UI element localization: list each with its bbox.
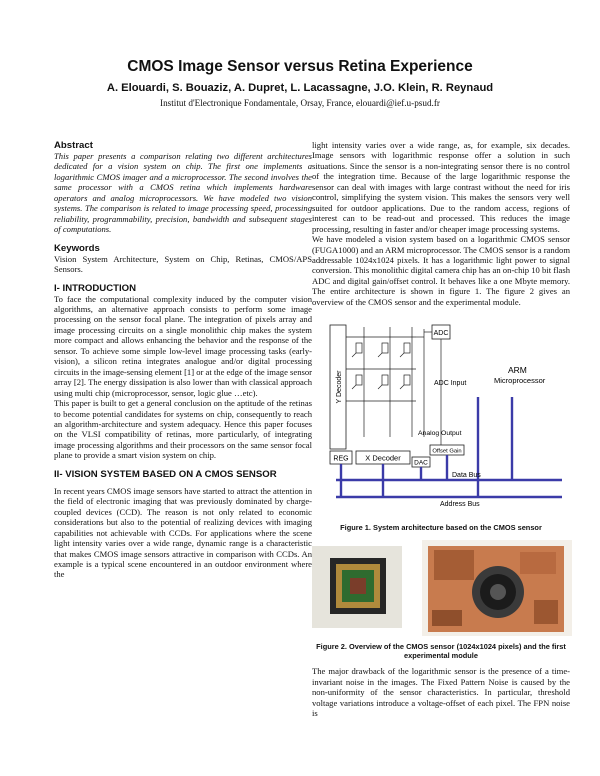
section2-paragraph-1: In recent years CMOS image sensors have started to attract the attention in the field of electronic imaging that was previously dominated by charge-coupled devices (CCD). The reason is not only related to economic considerations but also to the potential of realizing devices with imaging capabilities not achievable with CCDs. For applications where the scene light intensity varies over a wide range, dynamic range is a characteristic that makes CMOS image sensors attractive in comparison with CCDs. An example is a typical scene encountered in an outdoor environment where the <box>54 485 312 580</box>
introduction-heading: I- INTRODUCTION <box>54 282 137 294</box>
architecture-diagram <box>312 317 570 523</box>
right-paragraph-3: The major drawback of the logarithmic sensor is the presence of a time-invariant noise in the images. The Fixed Pattern Noise is caused by the non-uniformity of the sensor characteristics. In particular, threshold voltage variations introduce a voltage-offset of each pixel. The FPN noise is <box>312 666 570 719</box>
offset-gain-label: Offset Gain <box>432 448 462 455</box>
paper-title: CMOS Image Sensor versus Retina Experience <box>127 58 473 75</box>
keywords-text: Vision System Architecture, System on Chip, Retinas, CMOS/APS Sensors. <box>54 253 312 275</box>
abstract-text: This paper presents a comparison relating two different architectures dedicated for a vision system on chip. The first one implements a logarithmic CMOS imager and a microprocessor. The second involves the same processor with a CMOS retina which implements hardware operators and analog microprocessors. We have modeled two vision systems. The comparison is related to image processing speed, processing reliability, programmability, precision, bandwidth and subsequent stages of computations. <box>54 151 312 235</box>
introduction-paragraph-1: To face the computational complexity induced by the computer vision algorithms, an alternative approach consists to perform some image processing on the sensor focal plane. The integration of pixels array and image processing circuits on a single monolithic chip makes the system more compact and allows enhancing the behavior and the response of the sensor. To achieve some simple low-level image processing tasks (early-vision), a silicon retina integrates analogue and/or digital processing circuits in the image-sensing element [1] or at the edge of the image sensor array [2]. The energy dissipation is also lower than with classical approach using multi chip (microprocessor, sensor, logic glue …etc). <box>54 293 312 398</box>
experimental-module-photo <box>422 540 572 636</box>
cmos-sensor-photo <box>312 546 402 628</box>
section2-heading: II- VISION SYSTEM BASED ON A CMOS SENSOR <box>54 468 277 480</box>
analog-output-label: Analog Output <box>418 430 462 438</box>
figure-2 <box>312 540 570 636</box>
data-bus-label: Data Bus <box>452 472 481 480</box>
introduction-paragraph-2: This paper is built to get a general conclusion on the aptitude of the retinas to become potential candidates for systems on chip, consequently to reach an algorithm-architecture and system adequacy. Hence this paper focuses on the VLSI compatibility of retinas, more particularly, of integrating image processing algorithms and their processors on the same sensor focal plane to provide a smart vision system on chip. <box>54 398 312 461</box>
dac-label: DAC <box>414 459 428 467</box>
microprocessor-label: Microprocessor <box>494 376 546 386</box>
right-paragraph-1: light intensity varies over a wide range, as, for example, six decades. Image sensors with logarithmic response offer a solution in such situations. Since the sensor is a non-integrating sensor there is no control of the integration time. Because of the large logarithmic response the sensor can deal with images with large contrast without the need for iris control, simplifying the system vision. This makes the sensors very well suited for outdoor applications. Due to the random access, regions of interest can to be read-out and processed. This reduces the image processing, resulting in faster and/or cheaper image processing systems. <box>312 140 570 234</box>
affiliation: Institut d'Electronique Fondamentale, Orsay, France, elouardi@ief.u-psud.fr <box>160 98 440 108</box>
x-decoder-label: X Decoder <box>365 453 401 463</box>
figure-2-caption: Figure 2. Overview of the CMOS sensor (1024x1024 pixels) and the first experimental module <box>316 642 566 661</box>
reg-label: REG <box>333 455 349 463</box>
right-paragraph-2: We have modeled a vision system based on a logarithmic CMOS sensor (FUGA1000) and an ARM microprocessor. The CMOS sensor is a random addressable 1024x1024 pixels. It has a logarithmic light power to signal conversion. This monolithic digital camera chip has an on-chip 10 bit flash ADC and digital gain/offset control. It behaves like a one Mbyte memory. The entire architecture is shown in figure 1. The figure 2 gives an overview of the CMOS sensor and the experimental module. <box>312 234 570 307</box>
figure-1 <box>312 317 570 523</box>
author-list: A. Elouardi, S. Bouaziz, A. Dupret, L. Lacassagne, J.O. Klein, R. Reynaud <box>106 82 494 94</box>
keywords-heading: Keywords <box>54 242 100 254</box>
figure-1-caption: Figure 1. System architecture based on the CMOS sensor <box>340 523 542 533</box>
adc-label: ADC <box>433 330 449 338</box>
left-column <box>54 140 312 580</box>
adc-input-label: ADC Input <box>434 380 467 388</box>
y-decoder-label: Y Decoder <box>336 370 343 404</box>
right-column <box>312 140 570 719</box>
arm-label: ARM <box>508 365 527 376</box>
address-bus-label: Address Bus <box>440 501 480 509</box>
abstract-heading: Abstract <box>54 140 93 151</box>
pixel-array <box>346 327 424 437</box>
